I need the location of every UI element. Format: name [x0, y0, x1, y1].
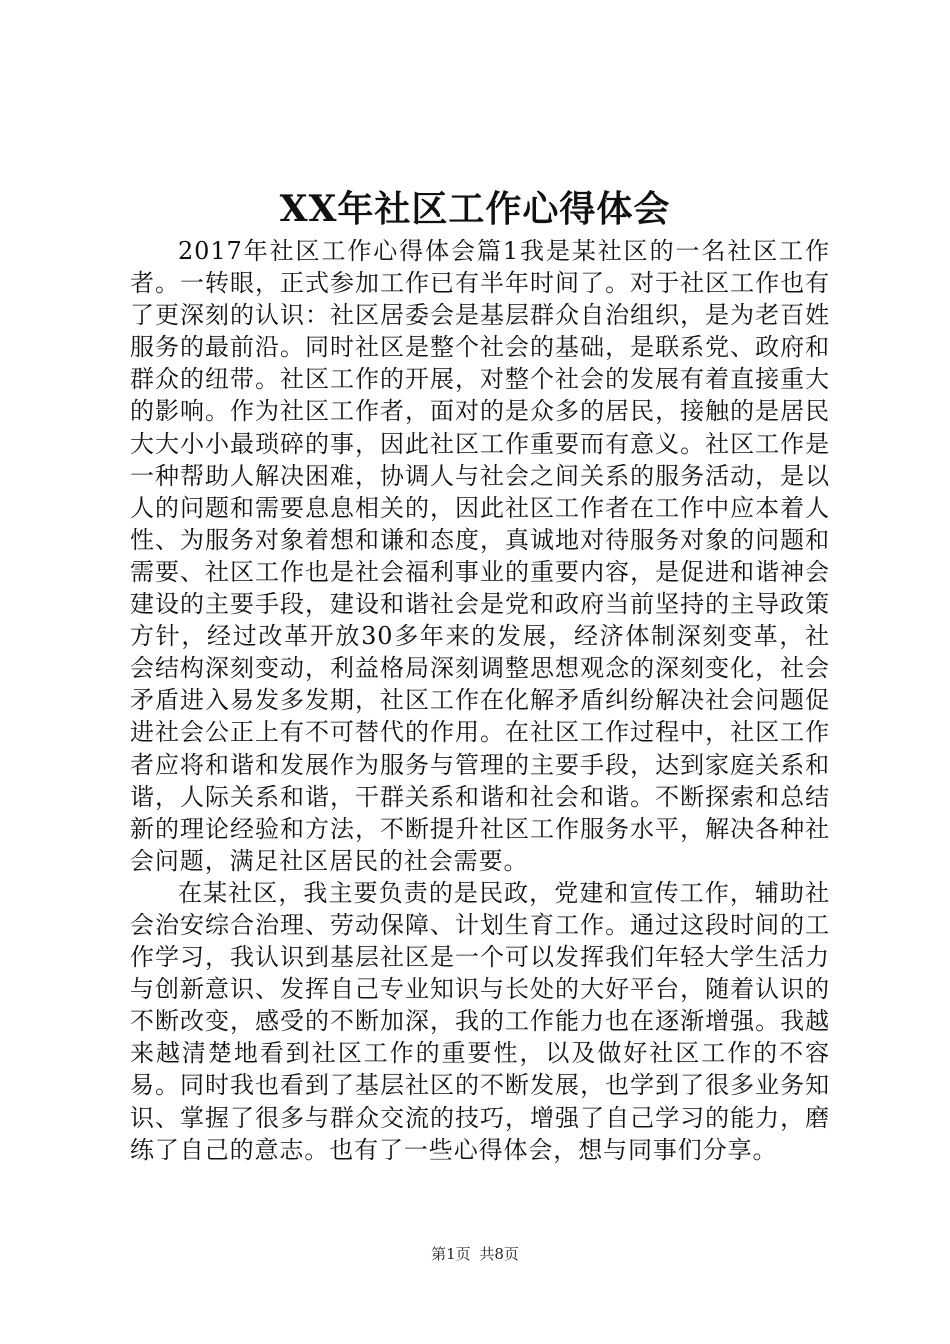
document-body — [130, 235, 830, 1166]
page-total: 共8页 — [479, 1245, 519, 1263]
body-paragraph-1: 2017年社区工作心得体会篇1我是某社区的一名社区工作者。一转眼，正式参加工作已有半年时间了。对于社区工作也有了更深刻的认识：社区居委会是基层群众自治组织，是为老百姓服务的最前沿。同时社区是整个社会的基础，是联系党、政府和群众的纽带。社区工作的开展，对整个社会的发展有着直接重大的影响。作为社区工作者，面对的是众多的居民，接触的是居民大大小小最琐碎的事，因此社区工作重要而有意义。社区工作是一种帮助人解决困难，协调人与社会之间关系的服务活动，是以人的问题和需要息息相关的，因此社区工作者在工作中应本着人性、为服务对象着想和谦和态度，真诚地对待服务对象的问题和需要、社区工作也是社会福利事业的重要内容，是促进和谐神会建设的主要手段，建设和谐社会是党和政府当前坚持的主导政策方针，经过改革开放30多年来的发展，经济体制深刻变革，社会结构深刻变动，利益格局深刻调整思想观念的深刻变化，社会矛盾进入易发多发期，社区工作在化解矛盾纠纷解决社会问题促进社会公正上有不可替代的作用。在社区工作过程中，社区工作者应将和谐和发展作为服务与管理的主要手段，达到家庭关系和谐，人际关系和谐，干群关系和谐和社会和谐。不断探索和总结新的理论经验和方法，不断提升社区工作服务水平，解决各种社会问题，满足社区居民的社会需要。 — [130, 237, 830, 875]
body-paragraph-2: 在某社区，我主要负责的是民政，党建和宣传工作，辅助社会治安综合治理、劳动保障、计划生育工作。通过这段时间的工作学习，我认识到基层社区是一个可以发挥我们年轻大学生活力与创新意识、发挥自己专业知识与长处的大好平台，随着认识的不断改变，感受的不断加深，我的工作能力也在逐渐增强。我越来越清楚地看到社区工作的重要性，以及做好社区工作的不容易。同时我也看到了基层社区的不断发展，也学到了很多业务知识、掌握了很多与群众交流的技巧，增强了自己学习的能力，磨练了自己的意志。也有了一些心得体会，想与同事们分享。 — [130, 878, 830, 1164]
page-number: 第1页 — [431, 1245, 471, 1263]
page-footer — [0, 1244, 950, 1264]
document-title: XX年社区工作心得体会 — [279, 188, 671, 230]
